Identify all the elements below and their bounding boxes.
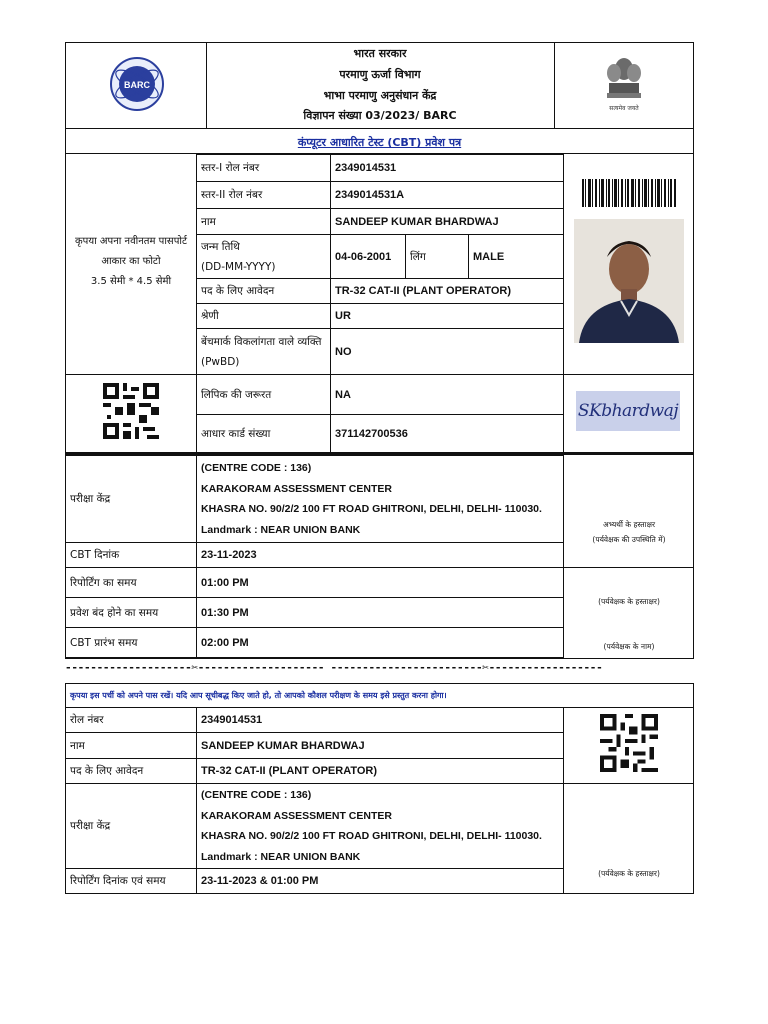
post-value: TR-32 CAT-II (PLANT OPERATOR) <box>331 279 564 304</box>
title-row <box>65 128 694 154</box>
qr-code-icon <box>103 383 159 439</box>
table-row <box>66 598 564 628</box>
cbt-date-label: CBT दिनांक <box>66 543 197 568</box>
header-line-dept: परमाणु ऊर्जा विभाग <box>339 68 421 81</box>
slip-post-label: पद के लिए आवेदन <box>66 759 197 784</box>
centre-line-4: Landmark : NEAR UNION BANK <box>201 523 361 536</box>
slip-datetime-value: 23-11-2023 & 01:00 PM <box>197 869 564 894</box>
cbt-date-value: 23-11-2023 <box>197 543 564 568</box>
table-row <box>197 304 564 329</box>
candidate-photo <box>574 219 684 343</box>
slip-roll-label: रोल नंबर <box>66 708 197 733</box>
cut-line: --------------------✂-------------------- ------------------------✂------------------ <box>65 661 603 674</box>
photo-note-line-1: कृपया अपना नवीनतम पासपोर्ट <box>74 236 188 247</box>
table-row <box>66 628 564 658</box>
slip-centre-line-1: (CENTRE CODE : 136) <box>201 789 312 801</box>
cbt-start-value: 02:00 PM <box>197 628 564 658</box>
pwbd-label-line-2: (PwBD) <box>201 355 240 368</box>
slip-name-label: नाम <box>66 733 197 759</box>
exam-details-table <box>65 455 564 658</box>
scribe-label: लिपिक की जरूरत <box>197 375 331 415</box>
candidate-signature <box>576 391 680 431</box>
table-row <box>66 784 564 869</box>
roll1-label: स्तर-I रोल नंबर <box>197 155 331 182</box>
table-row <box>66 759 564 784</box>
admit-card-header <box>65 42 694 129</box>
slip-notice-row <box>66 684 693 708</box>
table-row <box>66 708 564 733</box>
photo-note-line-2: आकार का फोटो <box>101 256 161 267</box>
qr-cell <box>66 374 197 453</box>
emblem-cell <box>554 43 694 128</box>
centre-value <box>197 456 564 543</box>
gender-value: MALE <box>469 235 564 279</box>
national-emblem-icon <box>601 55 647 115</box>
header-line-barc: भाभा परमाणु अनुसंधान केंद्र <box>323 89 437 102</box>
slip-centre-line-2: KARAKORAM ASSESSMENT CENTER <box>201 809 392 822</box>
table-row <box>66 869 564 894</box>
roll2-label: स्तर-II रोल नंबर <box>197 182 331 209</box>
table-row <box>197 209 564 235</box>
post-label: पद के लिए आवेदन <box>197 279 331 304</box>
barc-logo-cell <box>66 43 207 128</box>
dob-value: 04-06-2001 <box>331 235 406 279</box>
table-row <box>197 415 564 454</box>
slip-qr-cell <box>563 707 694 784</box>
barcode-icon <box>582 179 676 207</box>
table-row <box>197 235 564 279</box>
candidate-sign-note: (पर्यवेक्षक की उपस्थिति में) <box>592 535 666 544</box>
slip-notice: कृपया इस पर्ची को अपने पास रखें। यदि आप सूचीबद्ध किए जाते हो, तो आपको कौशल परीक्षण के समय इसे प्रस्तुत करना होगा। <box>70 691 447 700</box>
invigilator-cell <box>563 567 694 658</box>
photo-note-line-3: 3.5 सेमी * 4.5 सेमी <box>90 276 172 287</box>
photo-note-cell <box>66 154 197 375</box>
photo-column <box>563 154 694 375</box>
slip-centre-value <box>197 784 564 869</box>
signature-text: SKbhardwaj <box>577 401 679 421</box>
candidate-sign-label: अभ्यर्थी के हस्ताक्षर <box>602 520 656 529</box>
table-row <box>66 733 564 759</box>
pwbd-label <box>197 329 331 375</box>
gate-close-label: प्रवेश बंद होने का समय <box>66 598 197 628</box>
pwbd-value: NO <box>331 329 564 375</box>
table-row <box>66 456 564 543</box>
roll1-value: 2349014531 <box>331 155 564 182</box>
slip-qr-code-icon <box>600 714 658 772</box>
roll2-value: 2349014531A <box>331 182 564 209</box>
dob-label-line-1: जन्म तिथि <box>201 240 240 253</box>
slip-post-value: TR-32 CAT-II (PLANT OPERATOR) <box>197 759 564 784</box>
slip-centre-line-4: Landmark : NEAR UNION BANK <box>201 850 361 863</box>
slip-datetime-label: रिपोर्टिंग दिनांक एवं समय <box>66 869 197 894</box>
barc-logo-text: BARC <box>124 80 150 90</box>
centre-line-1: (CENTRE CODE : 136) <box>201 462 312 474</box>
invigilator-sign-label: (पर्यवेक्षक के हस्ताक्षर) <box>598 597 660 606</box>
reporting-time-value: 01:00 PM <box>197 568 564 598</box>
header-text-cell <box>206 43 554 128</box>
slip-name-value: SANDEEP KUMAR BHARDWAJ <box>197 733 564 759</box>
name-label: नाम <box>197 209 331 235</box>
slip-roll-value: 2349014531 <box>197 708 564 733</box>
slip-invigilator-sign-label: (पर्यवेक्षक के हस्ताक्षर) <box>598 869 660 878</box>
table-row <box>197 329 564 375</box>
candidate-sign-cell <box>563 455 694 568</box>
table-row <box>197 375 564 415</box>
slip-centre-line-3: KHASRA NO. 90/2/2 100 FT ROAD GHITRONI, DELHI, DELHI- 110030. <box>201 830 542 842</box>
gender-label: लिंग <box>406 235 469 279</box>
category-value: UR <box>331 304 564 329</box>
signature-cell <box>563 374 694 453</box>
slip-centre-label: परीक्षा केंद्र <box>66 784 197 869</box>
centre-line-3: KHASRA NO. 90/2/2 100 FT ROAD GHITRONI, DELHI, DELHI- 110030. <box>201 503 542 515</box>
header-line-advt: विज्ञापन संख्या 03/2023/ BARC <box>303 109 457 122</box>
cbt-start-label: CBT प्रारंभ समय <box>66 628 197 658</box>
aadhar-value: 371142700536 <box>331 415 564 454</box>
gate-close-value: 01:30 PM <box>197 598 564 628</box>
header-line-govt: भारत सरकार <box>353 47 407 60</box>
table-row <box>197 279 564 304</box>
dob-label-line-2: (DD-MM-YYYY) <box>201 260 276 273</box>
aadhar-label: आधार कार्ड संख्या <box>197 415 331 454</box>
invigilator-name-label: (पर्यवेक्षक के नाम) <box>603 642 655 651</box>
slip-details-table <box>65 707 564 894</box>
slip-invigilator-cell <box>563 783 694 893</box>
centre-line-2: KARAKORAM ASSESSMENT CENTER <box>201 482 392 495</box>
category-label: श्रेणी <box>197 304 331 329</box>
name-value: SANDEEP KUMAR BHARDWAJ <box>331 209 564 235</box>
scribe-value: NA <box>331 375 564 415</box>
admit-card-title: कंप्यूटर आधारित टेस्ट (CBT) प्रवेश पत्र <box>297 136 462 149</box>
emblem-caption: सत्यमेव जयते <box>609 105 639 112</box>
reporting-time-label: रिपोर्टिंग का समय <box>66 568 197 598</box>
barc-logo <box>108 55 166 113</box>
centre-label: परीक्षा केंद्र <box>66 456 197 543</box>
table-row <box>197 182 564 209</box>
pwbd-label-line-1: बेंचमार्क विकलांगता वाले व्यक्ति <box>201 335 322 348</box>
candidate-details-table <box>196 154 564 454</box>
table-row <box>66 568 564 598</box>
dob-label <box>197 235 331 279</box>
table-row <box>66 543 564 568</box>
table-row <box>197 155 564 182</box>
